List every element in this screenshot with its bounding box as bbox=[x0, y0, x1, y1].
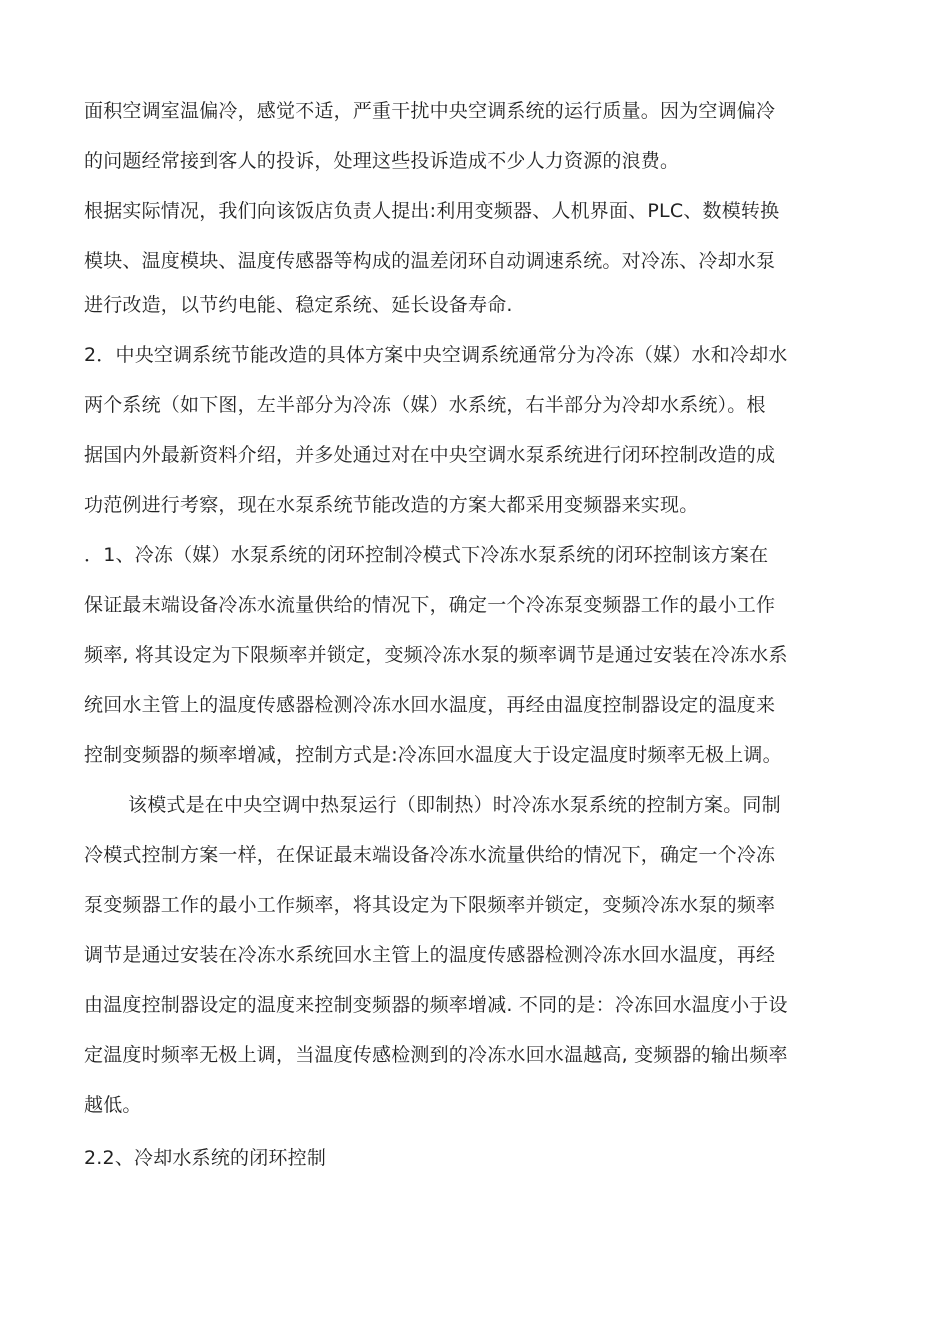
text-line: 进行改造，以节约电能、稳定系统、延长设备寿命. bbox=[84, 294, 513, 316]
text-line: 面积空调室温偏冷，感觉不适，严重干扰中央空调系统的运行质量。因为空调偏冷 bbox=[84, 100, 776, 122]
text-line: 控制变频器的频率增减，控制方式是:冷冻回水温度大于设定温度时频率无极上调。 bbox=[84, 744, 782, 766]
text-line: 的问题经常接到客人的投诉，处理这些投诉造成不少人力资源的浪费。 bbox=[84, 150, 680, 172]
text-line: 功范例进行考察，现在水泵系统节能改造的方案大都采用变频器来实现。 bbox=[84, 494, 699, 516]
paragraph-start-line: 该模式是在中央空调中热泵运行（即制热）时冷冻水泵系统的控制方案。同制 bbox=[128, 794, 781, 816]
text-line: 冷模式控制方案一样，在保证最末端设备冷冻水流量供给的情况下，确定一个冷冻 bbox=[84, 844, 776, 866]
text-line: 两个系统（如下图，左半部分为冷冻（媒）水系统，右半部分为冷却水系统）。根 bbox=[84, 394, 766, 416]
text-line: 定温度时频率无极上调，当温度传感检测到的冷冻水回水温越高, 变频器的输出频率 bbox=[84, 1044, 788, 1066]
text-line: 泵变频器工作的最小工作频率，将其设定为下限频率并锁定，变频冷冻水泵的频率 bbox=[84, 894, 776, 916]
subsection-heading-2-1: ．1、冷冻（媒）水泵系统的闭环控制冷模式下冷冻水泵系统的闭环控制该方案在 bbox=[84, 544, 769, 566]
text-line: 模块、温度模块、温度传感器等构成的温差闭环自动调速系统。对冷冻、冷却水泵 bbox=[84, 250, 776, 272]
subsection-heading-2-2: 2.2、冷却水系统的闭环控制 bbox=[84, 1147, 327, 1169]
text-line: 根据实际情况，我们向该饭店负责人提出:利用变频器、人机界面、PLC、数模转换 bbox=[84, 200, 780, 222]
text-line: 越低。 bbox=[84, 1094, 142, 1116]
text-line: 由温度控制器设定的温度来控制变频器的频率增减. 不同的是：冷冻回水温度小于设 bbox=[84, 994, 788, 1016]
text-line: 据国内外最新资料介绍，并多处通过对在中央空调水泵系统进行闭环控制改造的成 bbox=[84, 444, 776, 466]
text-line: 统回水主管上的温度传感器检测冷冻水回水温度，再经由温度控制器设定的温度来 bbox=[84, 694, 776, 716]
text-line: 调节是通过安装在冷冻水系统回水主管上的温度传感器检测冷冻水回水温度，再经 bbox=[84, 944, 776, 966]
text-line: 频率, 将其设定为下限频率并锁定，变频冷冻水泵的频率调节是通过安装在冷冻水系 bbox=[84, 644, 788, 666]
section-heading-2: 2．中央空调系统节能改造的具体方案中央空调系统通常分为冷冻（媒）水和冷却水 bbox=[84, 344, 788, 366]
text-line: 保证最末端设备冷冻水流量供给的情况下，确定一个冷冻泵变频器工作的最小工作 bbox=[84, 594, 776, 616]
